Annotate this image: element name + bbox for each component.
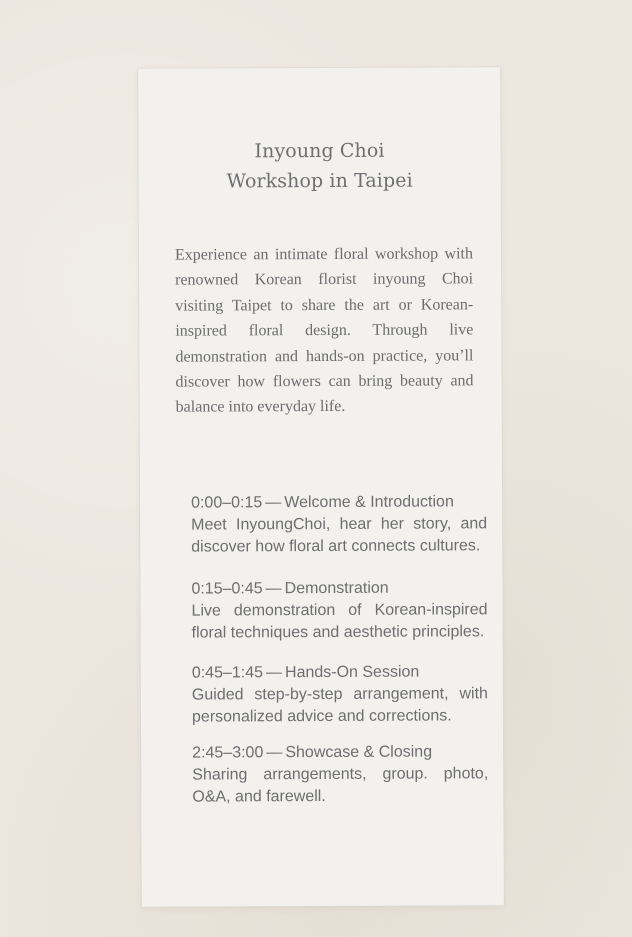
schedule-heading: Welcome & Introduction	[284, 493, 454, 512]
schedule-item	[192, 741, 488, 808]
schedule-heading: Hands-On Session	[284, 663, 420, 682]
card-title	[138, 135, 500, 197]
schedule-description: Live demonstration of Korean-inspired floral techniques and aesthetic principles.	[191, 601, 488, 642]
schedule-item	[192, 661, 488, 728]
title-line-2: Workshop in Taipei	[226, 169, 413, 193]
schedule-heading: Showcase & Closing	[285, 743, 433, 762]
schedule-description: Guided step-by-step arrangement, with personalized advice and corrections.	[191, 685, 488, 726]
schedule-list	[191, 491, 488, 828]
schedule-item	[191, 577, 487, 644]
schedule-item	[191, 491, 487, 558]
schedule-description: Meet InyoungChoi, hear her story, and discover how floral art connects cultures.	[191, 515, 488, 556]
schedule-time: 2:45–3:00	[192, 744, 264, 762]
intro-paragraph: Experience an intimate floral workshop with renowned Korean florist inyoung Choi visiting Taipet to share the art or Korean-inspired floral design. Through live demonstration and hands-on practice, you’ll discover how flowers can bring beauty and balance into everyday life.	[174, 245, 474, 417]
schedule-heading: Demonstration	[284, 579, 389, 598]
schedule-item-header: 2:45–3:00 — Showcase & Closing	[192, 743, 433, 762]
schedule-item-header: 0:00–0:15 — Welcome & Introduction	[191, 493, 454, 512]
schedule-item-header: 0:15–0:45 — Demonstration	[191, 579, 389, 598]
schedule-time: 0:00–0:15	[191, 494, 263, 512]
schedule-description: Sharing arrangements, group. photo, O&A, and farewell.	[192, 765, 489, 806]
title-line-1: Inyoung Choi	[254, 139, 385, 163]
schedule-time: 0:45–1:45	[191, 664, 264, 682]
schedule-time: 0:15–0:45	[191, 580, 263, 598]
workshop-card	[138, 67, 504, 907]
schedule-item-header: 0:45–1:45 — Hands-On Session	[191, 663, 420, 682]
